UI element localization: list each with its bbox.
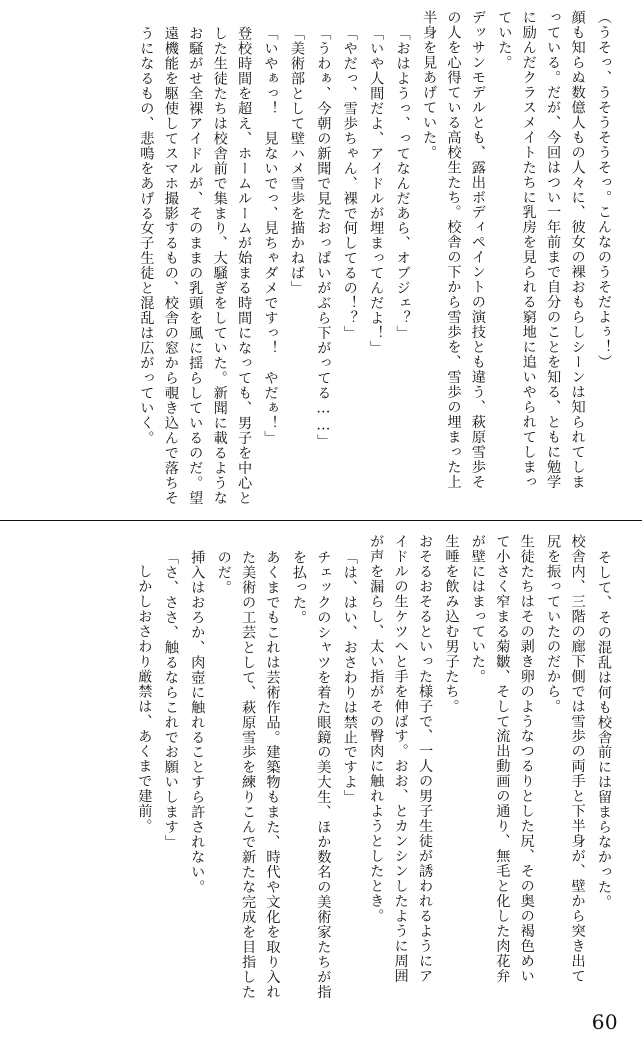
text-column: 生唾を飲み込む男子たち。 (443, 534, 460, 714)
text-column: デッサンモデルとも、露出ボディペイントの演技とも違う、萩原雪歩その人を心得ている高校生たち。校舎の下から雪歩を、雪歩の埋まった上半身を見あげていた。 (421, 10, 486, 490)
section-divider (0, 520, 642, 521)
bottom-text-block (0, 534, 642, 1004)
text-column: 登校時間を超え、ホームルームが始まる時間になっても、男子を中心とした生徒たちは校舎前で集まり、大騒ぎをしていた。新聞に載るようなお騒がせ全裸アイドルが、そのままの乳頭を風に揺らしているのだ。望遠機能を駆使してスマホ撮影するもの、校舎の窓から覗き込んで落ちそうになるもの、悲鳴をあげる女子生徒と混乱は広がっていく。 (138, 26, 253, 506)
text-column: 「は、はい、おさわりは禁止ですよ」 (341, 550, 358, 805)
text-column: 挿入はおろか、肉壺に触れることすら許されない。 (189, 550, 206, 895)
page-number: 60 (591, 1010, 618, 1034)
text-column: 「やだっ、雪歩ちゃん、裸で何してるの！？」 (341, 26, 358, 341)
text-column: あくまでもこれは芸術作品。建築物もまた、時代や文化を取り入れた美術の工芸として、萩原雪歩を練りこんで新たな完成を目指したのだ。 (215, 550, 281, 1000)
text-column: 生徒たちはその剥き卵のようなつるりとした尻、その奥の褐色めいて小さく窄まる菊皺、そして流出動画の通り、無毛と化した肉花弁が壁にはまっていた。 (469, 534, 535, 984)
text-column: しかしおさわり厳禁は、あくまで建前。 (136, 564, 153, 834)
text-column: 「おはようっ、ってなんだあら、オブジェ？」 (394, 26, 411, 341)
text-column: 顔も知らぬ数億人もの人々に、彼女の裸おもらしシーンは知られてしまっている。だが、今回はつい一年前まで自分のことを知る、ともに勉学に励んだクラスメイトたちに乳房を見られる窮地に追いやられてしまっていた。 (496, 10, 586, 490)
top-text-block (0, 10, 642, 508)
text-column: 「美術部として壁ハメ雪歩を描かねば」 (288, 26, 305, 296)
text-column: 「さ、ささ、触るならこれでお願いします」 (162, 550, 179, 850)
text-column: 「いやぁっ！ 見ないでっ、見ちゃダメですっ！ やだぁ！」 (262, 26, 279, 446)
text-column: そして、その混乱は何も校舎前には留まらなかった。 (596, 550, 612, 910)
text-column: （うそっ、うそうそうそっ。こんなのうそだよぅ！） (596, 10, 612, 370)
text-column: おそるおそるといった様子で、一人の男子生徒が誘われるようにアイドルの生ケツへと手を伸ばす。おお、とカンシンしたように周囲が声を漏らし、太い指がその臀肉に触れようとしたとき。 (368, 534, 434, 984)
text-column: 「うわぁ、今朝の新聞で見たおっぱいがぶら下がってる……」 (315, 26, 332, 450)
text-column: チェックのシャツを着た眼鏡の美大生、ほか数名の美術家たちが指を払った。 (290, 550, 332, 1000)
text-column: 校舎内、三階の廊下側では雪歩の両手と下半身が、壁から突き出て尻を振っていたのだから。 (545, 534, 586, 984)
text-column: 「いや人間だよ、アイドルが埋まってんだよ！」 (368, 26, 385, 356)
